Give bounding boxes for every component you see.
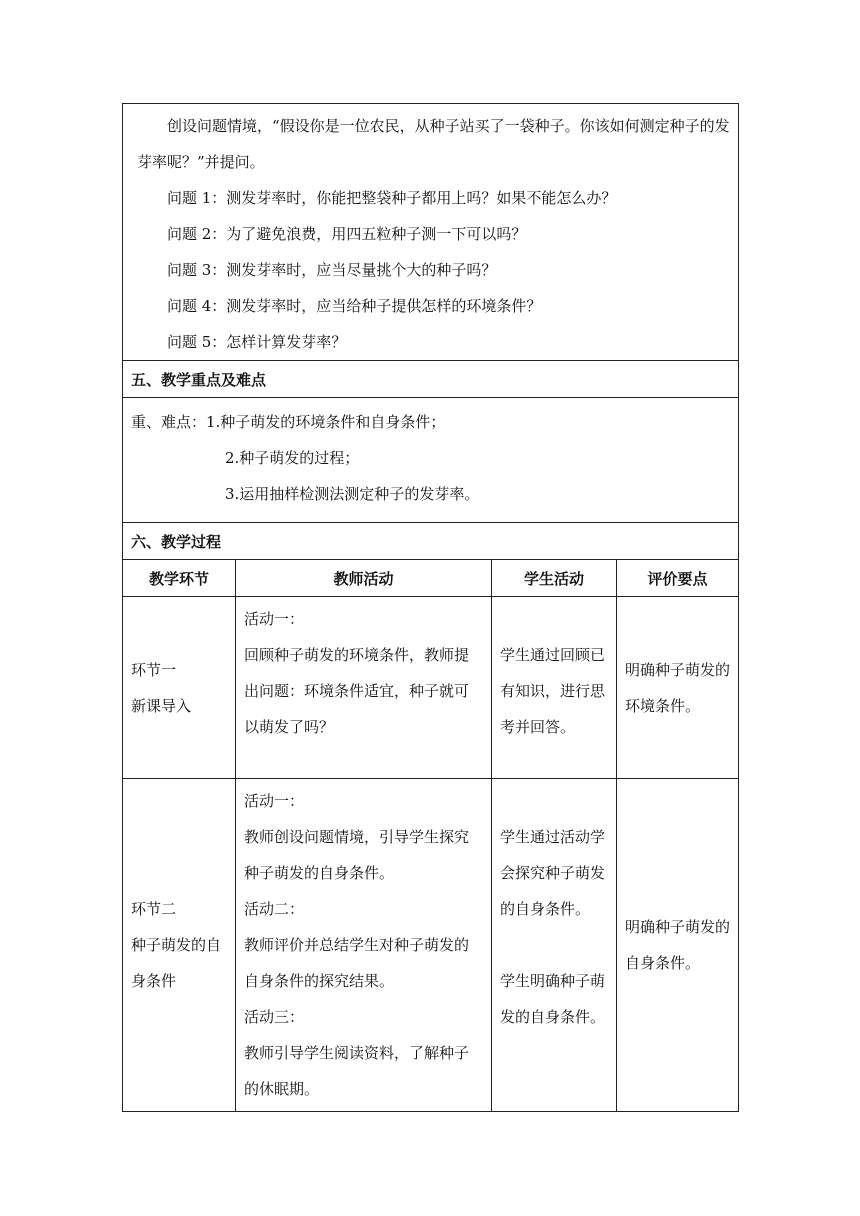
student-activity-text: 学生通过回顾已有知识，进行思考并回答。 — [500, 646, 606, 736]
stage-label: 环节一 — [131, 660, 177, 679]
focus-line-2: 2.种子萌发的过程； — [225, 449, 360, 467]
stage-name: 新课导入 — [131, 696, 192, 715]
teacher-activity-1-text: 教师创设问题情境，引导学生探究种子萌发的自身条件。 — [244, 828, 470, 882]
teacher-activity-3-label: 活动三： — [244, 1008, 305, 1026]
intro-cell — [123, 104, 739, 361]
question-3: 问题 3：测发芽率时，应当尽量挑个大的种子吗？ — [167, 261, 497, 279]
teacher-activity-1-label: 活动一： — [244, 792, 305, 810]
header-teacher: 教师活动 — [236, 560, 492, 597]
intro-paragraph: 创设问题情境，“假设你是一位农民，从种子站买了一袋种子。你该如何测定种子的发芽率呢？”并提问。 — [137, 117, 730, 171]
question-5: 问题 5：怎样计算发芽率？ — [167, 333, 347, 351]
focus-line-3: 3.运用抽样检测法测定种子的发芽率。 — [225, 485, 480, 503]
teacher-activity-label: 活动一： — [244, 610, 305, 628]
teacher-cell — [236, 779, 492, 1112]
question-4: 问题 4：测发芽率时，应当给种子提供怎样的环境条件？ — [167, 297, 542, 315]
stage-name: 种子萌发的自身条件 — [131, 936, 222, 990]
stage-label: 环节二 — [131, 900, 177, 918]
teacher-activity-2-label: 活动二： — [244, 900, 305, 918]
evaluation-cell: 明确种子萌发的自身条件。 — [617, 779, 739, 1112]
focus-cell — [123, 398, 739, 523]
teacher-activity-2-text: 教师评价并总结学生对种子萌发的自身条件的探究结果。 — [244, 936, 470, 990]
student-cell — [492, 597, 617, 779]
lesson-plan-page — [122, 103, 738, 1112]
header-student: 学生活动 — [492, 560, 617, 597]
teacher-cell — [236, 597, 492, 779]
focus-line-1: 重、难点：1.种子萌发的环境条件和自身条件； — [131, 413, 446, 431]
evaluation-cell: 明确种子萌发的环境条件。 — [617, 597, 739, 779]
question-2: 问题 2：为了避免浪费，用四五粒种子测一下可以吗？ — [167, 225, 527, 243]
table-row — [123, 597, 739, 779]
header-stage: 教学环节 — [123, 560, 236, 597]
student-activity-text-a: 学生通过活动学会探究种子萌发的自身条件。 — [500, 828, 606, 918]
lesson-plan-table — [122, 103, 739, 1112]
teacher-activity-text: 回顾种子萌发的环境条件，教师提出问题：环境条件适宜，种子就可以萌发了吗？ — [244, 646, 470, 736]
student-cell — [492, 779, 617, 1112]
header-evaluation: 评价要点 — [617, 560, 739, 597]
student-activity-text-b: 学生明确种子萌发的自身条件。 — [500, 972, 606, 1026]
stage-cell — [123, 597, 236, 779]
table-row — [123, 779, 739, 1112]
section-5-title: 五、教学重点及难点 — [123, 361, 739, 398]
stage-cell — [123, 779, 236, 1112]
teacher-activity-3-text: 教师引导学生阅读资料，了解种子的休眠期。 — [244, 1044, 470, 1098]
question-1: 问题 1：测发芽率时，你能把整袋种子都用上吗？如果不能怎么办？ — [167, 189, 617, 207]
section-6-title: 六、教学过程 — [123, 523, 739, 560]
